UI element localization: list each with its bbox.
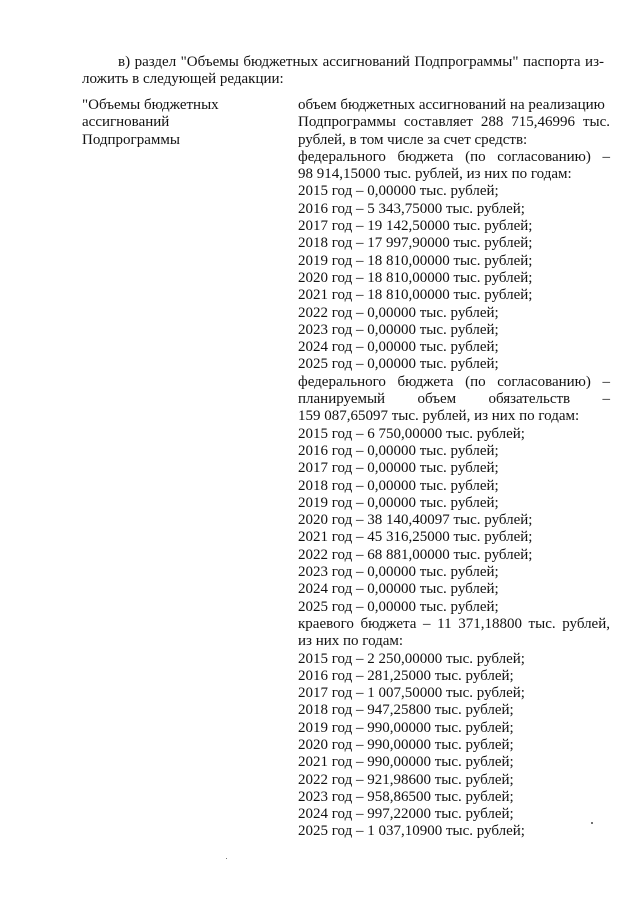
federal-obligations-heading: планируемый объем обязательств – [298, 391, 610, 408]
year-line: 2017 год – 19 142,50000 тыс. рублей; [298, 218, 533, 235]
intro-line-1: в) раздел "Объемы бюджетных ассигнований Подпрограммы" паспорта из- [118, 54, 604, 70]
year-line: 2022 год – 68 881,00000 тыс. рублей; [298, 546, 533, 563]
scan-speck [226, 858, 227, 859]
year-line: 2023 год – 0,00000 тыс. рублей; [298, 564, 499, 581]
federal-budget-years [298, 183, 610, 373]
year-line: 2019 год – 18 810,00000 тыс. рублей; [298, 252, 533, 269]
federal-obligations-heading: 159 087,65097 тыс. рублей, из них по годам: [298, 408, 580, 425]
year-line: 2016 год – 281,25000 тыс. рублей; [298, 667, 514, 684]
year-line: 2020 год – 990,00000 тыс. рублей; [298, 736, 514, 753]
year-line: 2021 год – 45 316,25000 тыс. рублей; [298, 529, 533, 546]
year-line: 2016 год – 0,00000 тыс. рублей; [298, 442, 499, 459]
year-line: 2024 год – 997,22000 тыс. рублей; [298, 806, 514, 823]
year-line: 2022 год – 0,00000 тыс. рублей; [298, 304, 499, 321]
year-line: 2019 год – 0,00000 тыс. рублей; [298, 494, 499, 511]
year-line: 2019 год – 990,00000 тыс. рублей; [298, 719, 514, 736]
year-line: 2015 год – 6 750,00000 тыс. рублей; [298, 425, 525, 442]
federal-budget-heading: федерального бюджета (по согласованию) – [298, 148, 610, 165]
year-line: 2021 год – 18 810,00000 тыс. рублей; [298, 287, 533, 304]
year-line: 2020 год – 38 140,40097 тыс. рублей; [298, 512, 533, 529]
regional-budget-heading: из них по годам: [298, 633, 404, 650]
year-line: 2022 год – 921,98600 тыс. рублей; [298, 771, 514, 788]
federal-obligations-years [298, 426, 610, 616]
year-line: 2016 год – 5 343,75000 тыс. рублей; [298, 200, 525, 217]
right-column-content [298, 97, 610, 841]
year-line: 2025 год – 0,00000 тыс. рублей; [298, 598, 499, 615]
year-line: 2018 год – 947,25800 тыс. рублей; [298, 702, 514, 719]
intro-paragraph [82, 54, 604, 89]
year-line: 2017 год – 1 007,50000 тыс. рублей; [298, 685, 525, 702]
summary-line: Подпрограммы составляет 288 715,46996 тыс. [298, 114, 610, 131]
left-label-line: ассигнований [82, 114, 170, 131]
year-line: 2017 год – 0,00000 тыс. рублей; [298, 460, 499, 477]
year-line: 2025 год – 1 037,10900 тыс. рублей; [298, 823, 525, 840]
left-label-line: "Объемы бюджетных [82, 97, 219, 113]
left-label-line: Подпрограммы [82, 131, 180, 148]
year-line: 2023 год – 0,00000 тыс. рублей; [298, 321, 499, 338]
regional-budget-years [298, 651, 610, 841]
year-line: 2018 год – 0,00000 тыс. рублей; [298, 477, 499, 494]
federal-obligations-heading: федерального бюджета (по согласованию) – [298, 373, 610, 390]
scan-speck [591, 822, 593, 824]
regional-budget-heading: краевого бюджета – 11 371,18800 тыс. рублей, [298, 615, 610, 632]
year-line: 2018 год – 17 997,90000 тыс. рублей; [298, 235, 533, 252]
federal-budget-heading: 98 914,15000 тыс. рублей, из них по годам: [298, 166, 572, 183]
year-line: 2015 год – 2 250,00000 тыс. рублей; [298, 650, 525, 667]
summary-line: рублей, в том числе за счет средств: [298, 131, 528, 148]
year-line: 2025 год – 0,00000 тыс. рублей; [298, 356, 499, 373]
year-line: 2020 год – 18 810,00000 тыс. рублей; [298, 269, 533, 286]
year-line: 2023 год – 958,86500 тыс. рублей; [298, 788, 514, 805]
year-line: 2024 год – 0,00000 тыс. рублей; [298, 581, 499, 598]
intro-line-2: ложить в следующей редакции: [82, 71, 284, 88]
year-line: 2015 год – 0,00000 тыс. рублей; [298, 183, 499, 200]
summary-line: объем бюджетных ассигнований на реализацию [298, 97, 605, 113]
year-line: 2021 год – 990,00000 тыс. рублей; [298, 754, 514, 771]
left-column-label [82, 97, 277, 149]
year-line: 2024 год – 0,00000 тыс. рублей; [298, 339, 499, 356]
